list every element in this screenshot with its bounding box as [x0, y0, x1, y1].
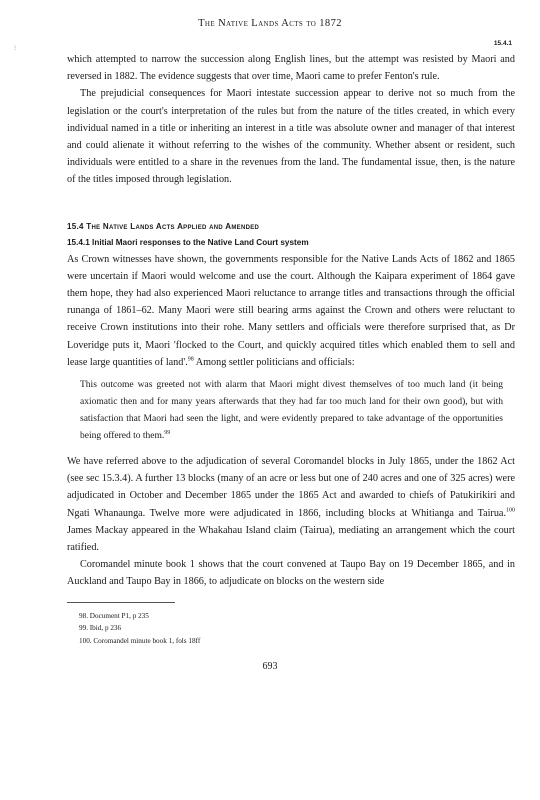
paragraph-crown-witnesses	[67, 251, 515, 371]
paragraph-coromandel-main: We have referred above to the adjudication of several Coromandel blocks in July 1865, under the 1862 Act (see sec 15.3.4). A further 13 blocks (many of an acre or less but one of 240 acres and one of 325 acres) were adjudicated in October and December 1865 under the 1865 Act and awarded to chiefs of Patukirikiri and Ngati Whanaunga. Twelve more were adjudicated in 1866, including blocks at Whitianga and Tairua.	[67, 456, 515, 519]
footnote-ref-98: 98	[187, 356, 194, 363]
page-number: 693	[262, 661, 278, 672]
running-head: The Native Lands Acts to 1872	[198, 18, 342, 29]
footnote-divider	[67, 602, 175, 603]
footnote-100: 100. Coromandel minute book 1, fols 18ff	[79, 636, 201, 645]
footnote-99: 99. Ibid, p 236	[79, 624, 122, 633]
footnote-ref-100: 100	[506, 507, 515, 514]
paragraph-continued: which attempted to narrow the succession along English lines, but the attempt was resisted by Maori and reversed in 1882. The evidence suggests that over time, Maori came to prefer Fenton's rule.	[67, 54, 515, 83]
section-tag: 15.4.1	[493, 40, 512, 47]
main-text	[67, 51, 515, 591]
margin-mark: ⁝	[14, 45, 17, 52]
subsection-heading: 15.4.1 Initial Maori responses to the Native Land Court system	[67, 237, 309, 247]
block-quote	[80, 377, 503, 445]
paragraph-crown-tail: Among settler politicians and officials:	[193, 356, 355, 368]
paragraph-coromandel	[67, 453, 515, 556]
paragraph-minute-book: Coromandel minute book 1 shows that the court convened at Taupo Bay on 19 December 1865, and in Auckland and Taupo Bay in 1866, to adjudicate on blocks on the western side	[67, 559, 515, 588]
quote-text: This outcome was greeted not with alarm that Maori might divest themselves of too much land (it being axiomatic then and for many years afterwards that they had far too much land for their own good), but with satisfaction that Maori had seen the light, and were evidently prepared to take advantage of the opportunities being offered to them.	[80, 380, 503, 442]
footnote-ref-99: 99	[164, 429, 171, 436]
paragraph-coromandel-tail: James Mackay appeared in the Whakahau Island claim (Tairua), mediating an arrangement which the court ratified.	[67, 524, 515, 554]
footnote-98: 98. Document P1, p 235	[79, 612, 149, 620]
section-heading: 15.4 The Native Lands Acts Applied and Amended	[67, 221, 260, 231]
paragraph-crown-main: As Crown witnesses have shown, the governments responsible for the Native Lands Acts of 1862 and 1865 were uncertain if Maori would welcome and use the court. Although the Kaipara experiment of 1864 gave them hope, they had also experienced Maori reluctance to arrange titles and transactions through the official runanga of 1861–62. Many Maori were still bearing arms against the Crown and others were reluctant to receive Crown institutions into their rohe. Many settlers and officials were therefore surprised that, as Dr Loveridge puts it, Maori 'flocked to the Court, and quickly acquired titles which enabled them to sell and lease large quantities of land'.	[67, 253, 515, 368]
footnotes	[79, 610, 479, 647]
paragraph-prejudicial: The prejudicial consequences for Maori intestate succession appear to derive not so much from the legislation or the court's interpretation of the rules but from the nature of the titles created, in which every individual named in a title or inheriting an interest in a title was absolute owner and manager of that interest and could alienate it without referring to the wishes of the community. Whether absent or resident, such individuals were entitled to a share in the revenues from the land. The fundamental issue, then, is the nature of the titles imposed through legislation.	[67, 88, 515, 186]
